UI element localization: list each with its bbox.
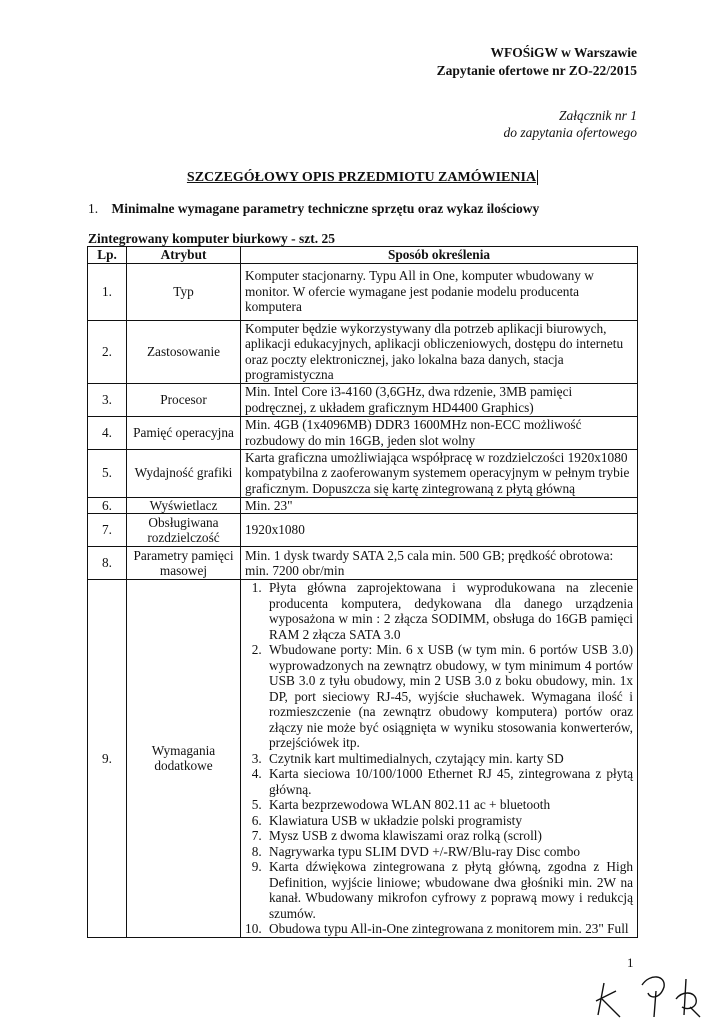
list-item: 5. Karta bezprzewodowa WLAN 802.11 ac + bluetooth — [265, 797, 633, 813]
row-attribute: Wymagania dodatkowe — [127, 580, 241, 938]
row-lp: 8. — [88, 547, 127, 580]
row-lp: 3. — [88, 383, 127, 416]
handwritten-signature — [590, 965, 710, 1020]
title-text: SZCZEGÓŁOWY OPIS PRZEDMIOTU ZAMÓWIENIA — [186, 170, 537, 185]
row-attribute: Procesor — [127, 383, 241, 416]
row-description: Komputer będzie wykorzystywany dla potrzeb aplikacji biurowych, aplikacji edukacyjnych, aplikacji obliczeniowych, dostępu do internetu oraz poczty elektronicznej, jako lokalna baza danych, stacja programistyczna — [241, 320, 638, 383]
row-attribute: Obsługiwana rozdzielczość — [127, 514, 241, 547]
list-item: 1. Płyta główna zaprojektowana i wyprodukowana na zlecenie producenta komputera, dedykowana dla danego urządzenia wyposażona w min : 2 złącza SODIMM, obsługa do 16GB pamięci RAM 2 złącza SATA 3.0 — [265, 580, 633, 642]
row-lp: 1. — [88, 263, 127, 320]
row-description: Karta graficzna umożliwiająca współpracę w rozdzielczości 1920x1080 kompatybilna z zaoferowanym systemem operacyjnym w pełnym trybie graficznym. Dopuszcza się kartę zintegrowaną z płytą główną — [241, 449, 638, 497]
row-lp: 6. — [88, 497, 127, 514]
section-heading — [88, 201, 539, 217]
header-description: Sposób określenia — [241, 247, 638, 264]
header-attribute: Atrybut — [127, 247, 241, 264]
row-attribute: Parametry pamięci masowej — [127, 547, 241, 580]
attachment-line2: do zapytania ofertowego — [503, 125, 637, 140]
row-description: Min. 1 dysk twardy SATA 2,5 cala min. 500 GB; prędkość obrotowa: min. 7200 obr/min — [241, 547, 638, 580]
row-lp: 4. — [88, 416, 127, 449]
table-row — [88, 580, 638, 938]
page-title — [0, 170, 725, 186]
section-text: Minimalne wymagane parametry techniczne sprzętu oraz wykaz ilościowy — [111, 201, 540, 216]
spec-table — [87, 246, 638, 938]
section-number: 1. — [88, 201, 99, 216]
row-description: Min. 23" — [241, 497, 638, 514]
page-number: 1 — [627, 955, 634, 970]
row-description: Min. Intel Core i3-4160 (3,6GHz, dwa rdzenie, 3MB pamięci podręcznej, z układem graficznym HD4400 Graphics) — [241, 383, 638, 416]
row-lp: 5. — [88, 449, 127, 497]
row-description: Komputer stacjonarny. Typu All in One, komputer wbudowany w monitor. W ofercie wymagane jest podanie modelu producenta komputera — [241, 263, 638, 320]
header-ref: Zapytanie ofertowe nr ZO-22/2015 — [436, 63, 637, 78]
row-attribute: Zastosowanie — [127, 320, 241, 383]
table-row — [88, 497, 638, 514]
list-item: 3. Czytnik kart multimedialnych, czytający min. karty SD — [265, 751, 633, 767]
table-row — [88, 449, 638, 497]
header-lp: Lp. — [88, 247, 127, 264]
row-attribute: Wyświetlacz — [127, 497, 241, 514]
header-org: WFOŚiGW w Warszawie — [490, 45, 637, 60]
table-row — [88, 383, 638, 416]
requirements-list — [243, 580, 633, 937]
list-item: 6. Klawiatura USB w układzie polski programisty — [265, 813, 633, 829]
list-item: 4. Karta sieciowa 10/100/1000 Ethernet RJ 45, zintegrowana z płytą główną. — [265, 766, 633, 797]
list-item: 7. Mysz USB z dwoma klawiszami oraz rolką (scroll) — [265, 828, 633, 844]
row-attribute: Typ — [127, 263, 241, 320]
row-lp: 7. — [88, 514, 127, 547]
list-item: 8. Nagrywarka typu SLIM DVD +/-RW/Blu-ray Disc combo — [265, 844, 633, 860]
row-attribute: Wydajność grafiki — [127, 449, 241, 497]
row-description — [241, 580, 638, 938]
subheading: Zintegrowany komputer biurkowy - szt. 25 — [88, 231, 336, 246]
table-row — [88, 416, 638, 449]
table-header-row — [88, 247, 638, 264]
row-description: Min. 4GB (1x4096MB) DDR3 1600MHz non-ECC możliwość rozbudowy do min 16GB, jeden slot wolny — [241, 416, 638, 449]
row-description: 1920x1080 — [241, 514, 638, 547]
table-row — [88, 263, 638, 320]
attachment-line1: Załącznik nr 1 — [558, 108, 637, 123]
row-lp: 2. — [88, 320, 127, 383]
table-row — [88, 514, 638, 547]
list-item: 10. Obudowa typu All-in-One zintegrowana z monitorem min. 23" Full — [265, 921, 633, 937]
row-attribute: Pamięć operacyjna — [127, 416, 241, 449]
table-row — [88, 320, 638, 383]
list-item: 2. Wbudowane porty: Min. 6 x USB (w tym min. 6 portów USB 3.0) wyprowadzonych na zewnątrz obudowy, w tym minimum 4 portów USB 3.0 z tyłu obudowy, min 2 USB 3.0 z boku obudowy, min. 1x DP, port sieciowy RJ-45, wyjście słuchawek. Wymagana ilość i rozmieszczenie (na zewnątrz obudowy komputera) portów oraz złączy nie może być osiągnięta w wyniku stosowania konwerterów, przejściówek itp. — [265, 642, 633, 751]
row-lp: 9. — [88, 580, 127, 938]
list-item: 9. Karta dźwiękowa zintegrowana z płytą główną, zgodna z High Definition, wyjście liniowe; wbudowane dwa głośniki min. 2W na kanał. Wbudowany mikrofon cyfrowy z poprawą mowy i redukcją szumów. — [265, 859, 633, 921]
table-row — [88, 547, 638, 580]
